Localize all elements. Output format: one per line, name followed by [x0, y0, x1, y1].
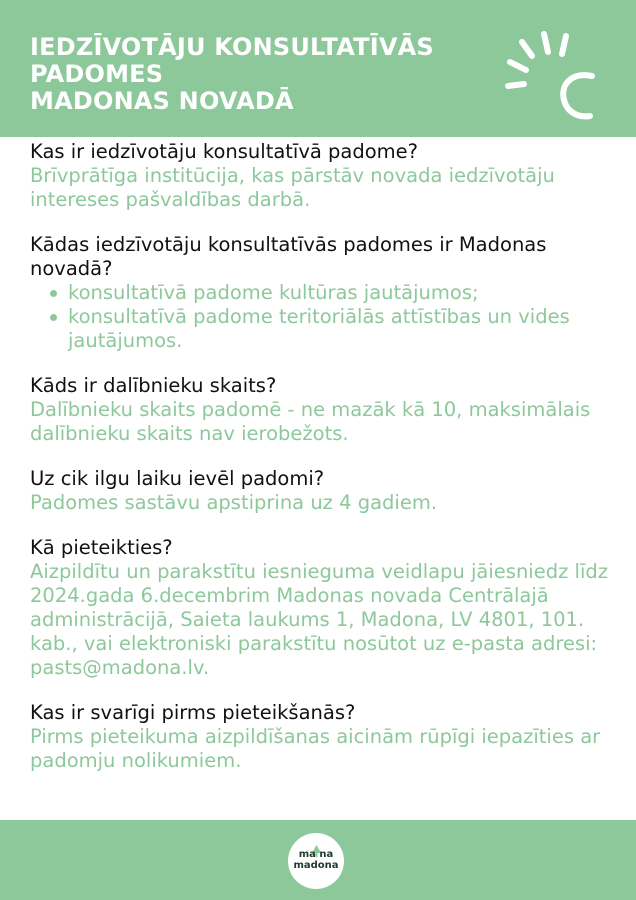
council-list — [30, 281, 620, 353]
faq-question: Kādas iedzīvotāju konsultatīvās padomes ir Madonas novadā? — [30, 233, 547, 280]
logo-text-top: ma na — [298, 849, 334, 860]
header-banner — [0, 0, 636, 137]
faq-section-apply — [30, 536, 620, 680]
faq-answer: Dalībnieku skaits padomē - ne mazāk kā 10, maksimālais dalībnieku skaits nav ierobežots. — [30, 398, 591, 445]
bullet-icon — [50, 290, 57, 297]
madona-logo-icon — [288, 833, 344, 889]
faq-section-important — [30, 701, 620, 773]
faq-question: Kas ir svarīgi pirms pieteikšanās? — [30, 701, 356, 724]
bullet-icon — [50, 314, 57, 321]
logo-text-bottom: madona — [293, 860, 339, 871]
title-line-3: MADONAS NOVADĀ — [30, 87, 294, 115]
list-item-text: konsultatīvā padome teritoriālās attīstības un vides jautājumos. — [68, 305, 570, 352]
faq-section-members — [30, 374, 620, 446]
sun-logo-icon — [500, 30, 600, 125]
faq-section-term — [30, 467, 620, 515]
title-line-1: IEDZĪVOTĀJU KONSULTATĪVĀS — [30, 33, 434, 61]
faq-section-what — [30, 140, 620, 212]
faq-question: Uz cik ilgu laiku ievēl padomi? — [30, 467, 325, 490]
title-line-2: PADOMES — [30, 60, 164, 88]
footer-banner — [0, 820, 636, 900]
faq-question: Kāds ir dalībnieku skaits? — [30, 374, 277, 397]
faq-answer: Aizpildītu un parakstītu iesnieguma veidlapu jāiesniedz līdz 2024.gada 6.decembrim Madonas novada Centrālajā administrācijā, Saieta laukums 1, Madona, LV 4801, 101. kab., vai elektroniski parakstītu nosūtot uz e-pasta adresi: pasts@madona.lv. — [30, 560, 608, 679]
list-item-text: konsultatīvā padome kultūras jautājumos; — [68, 281, 479, 304]
list-item — [50, 305, 620, 353]
faq-content — [30, 140, 620, 794]
faq-answer: Pirms pieteikuma aizpildīšanas aicinām rūpīgi iepazīties ar padomju nolikumiem. — [30, 725, 601, 772]
faq-answer: Brīvprātīga institūcija, kas pārstāv novada iedzīvotāju intereses pašvaldības darbā. — [30, 164, 555, 211]
faq-section-which — [30, 233, 620, 353]
page-title — [30, 34, 434, 115]
list-item — [50, 281, 620, 305]
faq-question: Kas ir iedzīvotāju konsultatīvā padome? — [30, 140, 419, 163]
faq-answer: Padomes sastāvu apstiprina uz 4 gadiem. — [30, 491, 438, 514]
faq-question: Kā pieteikties? — [30, 536, 173, 559]
